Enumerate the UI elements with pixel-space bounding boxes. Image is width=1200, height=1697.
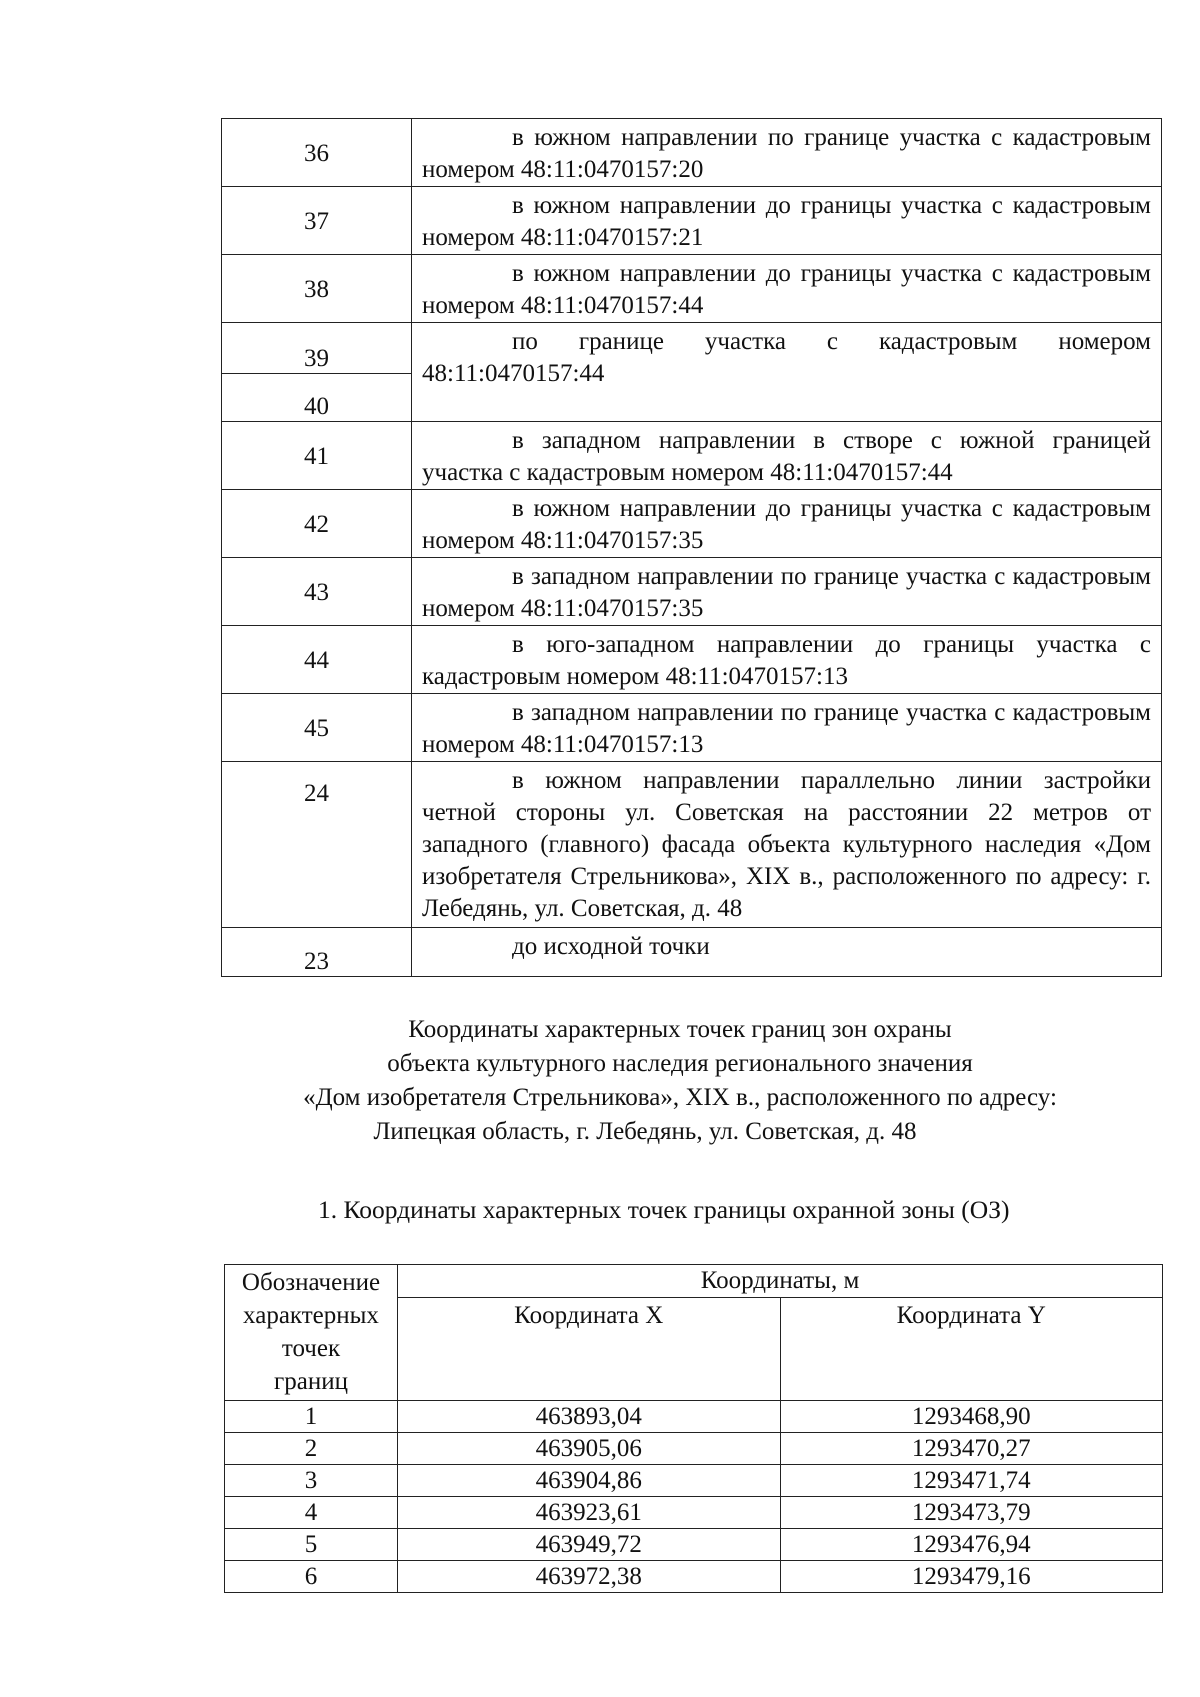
direction-text (412, 928, 1162, 977)
direction-text-content: в южном направлении до границы участка с кадастровым номером 48:11:0470157:44 (422, 260, 1151, 319)
table-row (222, 422, 1162, 490)
table-row (222, 694, 1162, 762)
table-row (222, 323, 1162, 374)
direction-text (412, 323, 1162, 422)
direction-text (412, 626, 1162, 694)
direction-text-content: в южном направлении по границе участка с кадастровым номером 48:11:0470157:20 (422, 124, 1151, 183)
table-row (222, 187, 1162, 255)
header-coordinates: Координаты, м (398, 1265, 1163, 1298)
direction-text-content: в южном направлении до границы участка с кадастровым номером 48:11:0470157:35 (422, 495, 1151, 554)
coordinate-y: 1293471,74 (780, 1465, 1163, 1497)
point-number: 36 (222, 119, 412, 187)
heading-line: Координаты характерных точек границ зон охраны (408, 1016, 952, 1043)
direction-text-content: в южном направлении до границы участка с кадастровым номером 48:11:0470157:21 (422, 192, 1151, 251)
table-row (225, 1433, 1163, 1465)
point-number: 5 (225, 1529, 398, 1561)
table-row (222, 558, 1162, 626)
direction-text (412, 187, 1162, 255)
table-row (225, 1465, 1163, 1497)
point-number: 45 (222, 694, 412, 762)
table-row (225, 1497, 1163, 1529)
coordinate-y: 1293479,16 (780, 1561, 1163, 1593)
direction-text (412, 119, 1162, 187)
direction-text-content: до исходной точки (512, 933, 710, 960)
coordinate-x: 463972,38 (398, 1561, 781, 1593)
point-number: 1 (225, 1401, 398, 1433)
table-row (222, 762, 1162, 928)
point-number: 44 (222, 626, 412, 694)
header-text: Обозначение (241, 1269, 381, 1296)
point-number: 23 (222, 928, 412, 977)
direction-text (412, 558, 1162, 626)
table-row (222, 119, 1162, 187)
coordinate-y: 1293468,90 (780, 1401, 1163, 1433)
table-row (222, 255, 1162, 323)
direction-text-content: в западном направлении по границе участка с кадастровым номером 48:11:0470157:35 (422, 563, 1151, 622)
direction-text-content: в южном направлении параллельно линии застройки четной стороны ул. Советская на расстоянии 22 метров от западного (главного) фасада объекта культурного наследия «Дом изобретателя Стрельникова», XIX в., расположенного по адресу: г. Лебедянь, ул. Советская, д. 48 (422, 767, 1151, 922)
direction-text-content: в западном направлении в створе с южной границей участка с кадастровым номером 48:11:0470157:44 (422, 427, 1151, 486)
table-row (225, 1529, 1163, 1561)
header-coordinate-x: Координата X (398, 1298, 781, 1401)
table-row (222, 490, 1162, 558)
coordinate-x: 463905,06 (398, 1433, 781, 1465)
point-number: 4 (225, 1497, 398, 1529)
point-number: 38 (222, 255, 412, 323)
coordinate-y: 1293473,79 (780, 1497, 1163, 1529)
header-text: характерных (243, 1302, 379, 1329)
point-number: 6 (225, 1561, 398, 1593)
point-number: 40 (222, 374, 412, 422)
section-title: 1. Координаты характерных точек границы охранной зоны (ОЗ) (318, 1195, 1010, 1224)
coordinates-table (224, 1264, 1163, 1593)
direction-text-content: в юго-западном направлении до границы участка с кадастровым номером 48:11:0470157:13 (422, 631, 1151, 690)
boundary-description-table (221, 118, 1162, 977)
coordinate-x: 463923,61 (398, 1497, 781, 1529)
point-number: 41 (222, 422, 412, 490)
table-row (225, 1401, 1163, 1433)
point-number: 37 (222, 187, 412, 255)
header-coordinate-y: Координата Y (780, 1298, 1163, 1401)
header-point-designation (225, 1265, 398, 1401)
direction-text (412, 490, 1162, 558)
point-number: 43 (222, 558, 412, 626)
document-heading (200, 1013, 1160, 1149)
table-row (222, 626, 1162, 694)
direction-text-content: по границе участка с кадастровым номером 48:11:0470157:44 (422, 328, 1151, 387)
direction-text (412, 762, 1162, 928)
coordinate-x: 463893,04 (398, 1401, 781, 1433)
table-row (225, 1561, 1163, 1593)
point-number: 42 (222, 490, 412, 558)
header-text: точек (281, 1335, 341, 1362)
coordinate-y: 1293470,27 (780, 1433, 1163, 1465)
heading-line: «Дом изобретателя Стрельникова», XIX в., расположенного по адресу: (303, 1084, 1057, 1111)
point-number: 24 (222, 762, 412, 928)
header-text: границ (274, 1368, 348, 1395)
point-number: 39 (222, 323, 412, 374)
direction-text (412, 422, 1162, 490)
table-row (222, 928, 1162, 977)
heading-line: объекта культурного наследия регионального значения (387, 1050, 973, 1077)
coordinate-y: 1293476,94 (780, 1529, 1163, 1561)
heading-line: Липецкая область, г. Лебедянь, ул. Советская, д. 48 (373, 1118, 917, 1145)
table-header-row (225, 1265, 1163, 1298)
direction-text-content: в западном направлении по границе участка с кадастровым номером 48:11:0470157:13 (422, 699, 1151, 758)
point-number: 3 (225, 1465, 398, 1497)
coordinate-x: 463904,86 (398, 1465, 781, 1497)
point-number: 2 (225, 1433, 398, 1465)
coordinate-x: 463949,72 (398, 1529, 781, 1561)
direction-text (412, 255, 1162, 323)
direction-text (412, 694, 1162, 762)
